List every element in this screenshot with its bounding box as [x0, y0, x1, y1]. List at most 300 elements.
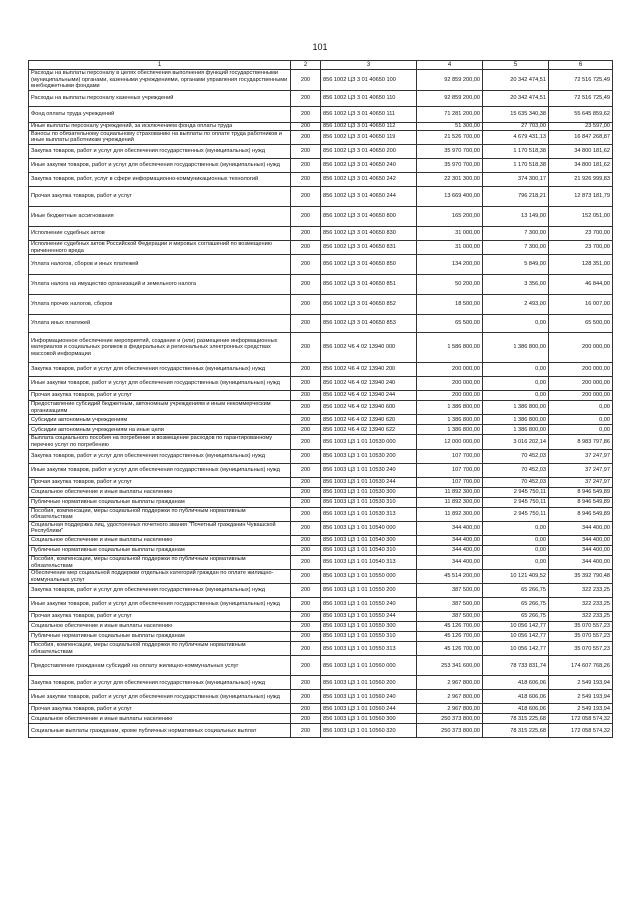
row-budget-code-cell: 856 1002 ЦЗ 3 01 40650 244 [321, 186, 417, 206]
row-line-code-cell: 200 [291, 206, 321, 226]
table-row [29, 425, 613, 435]
row-name-cell: Прочая закупка товаров, работ и услуг [29, 704, 291, 714]
row-executed-cell: 1 170 518,38 [483, 144, 549, 158]
row-budget-code-cell: 856 1003 Ц3 1 01 10560 300 [321, 714, 417, 724]
table-row [29, 656, 613, 676]
row-executed-cell: 0,00 [483, 521, 549, 535]
row-name-cell: Прочая закупка товаров, работ и услуг [29, 612, 291, 622]
row-approved-cell: 1 386 800,00 [417, 401, 483, 415]
row-budget-code-cell: 856 1002 ЦЗ 3 01 40650 112 [321, 122, 417, 130]
row-line-code-cell: 200 [291, 507, 321, 521]
row-unexecuted-cell: 128 351,00 [549, 255, 613, 275]
row-name-cell: Иные выплаты персоналу учреждений, за исключением фонда оплаты труда [29, 122, 291, 130]
row-unexecuted-cell: 200 000,00 [549, 377, 613, 391]
row-unexecuted-cell: 34 800 181,62 [549, 158, 613, 172]
table-row [29, 497, 613, 507]
row-executed-cell: 10 056 142,77 [483, 632, 549, 642]
row-line-code-cell: 200 [291, 275, 321, 295]
row-budget-code-cell: 856 1002 ЦЗ 3 01 40650 110 [321, 90, 417, 106]
row-approved-cell: 107 700,00 [417, 477, 483, 487]
row-unexecuted-cell: 8 983 797,86 [549, 435, 613, 449]
table-row [29, 545, 613, 555]
row-line-code-cell: 200 [291, 449, 321, 463]
row-approved-cell: 21 526 700,00 [417, 130, 483, 144]
row-budget-code-cell: 856 1003 Ц3 1 01 10530 310 [321, 497, 417, 507]
row-budget-code-cell: 856 1003 Ц3 1 01 10560 200 [321, 676, 417, 690]
row-budget-code-cell: 856 1002 ЦЗ 3 01 40650 853 [321, 315, 417, 333]
row-approved-cell: 200 000,00 [417, 377, 483, 391]
row-budget-code-cell: 856 1002 Ч6 4 02 13940 244 [321, 391, 417, 401]
row-name-cell: Исполнение судебных актов Российской Федерации и мировых соглашений по возмещению причиненного вреда [29, 240, 291, 254]
row-line-code-cell: 200 [291, 130, 321, 144]
row-line-code-cell: 200 [291, 425, 321, 435]
table-row [29, 507, 613, 521]
row-approved-cell: 11 892 300,00 [417, 507, 483, 521]
table-row [29, 275, 613, 295]
row-name-cell: Социальное обеспечение и иные выплаты населению [29, 487, 291, 497]
table-row [29, 158, 613, 172]
row-name-cell: Иные закупки товаров, работ и услуг для обеспечения государственных (муниципальных) нужд [29, 158, 291, 172]
row-unexecuted-cell: 37 247,97 [549, 463, 613, 477]
row-approved-cell: 31 000,00 [417, 226, 483, 240]
row-name-cell: Прочая закупка товаров, работ и услуг [29, 477, 291, 487]
row-line-code-cell: 200 [291, 632, 321, 642]
table-row [29, 295, 613, 315]
row-unexecuted-cell: 16 007,00 [549, 295, 613, 315]
row-executed-cell: 3 016 202,14 [483, 435, 549, 449]
row-approved-cell: 200 000,00 [417, 363, 483, 377]
row-line-code-cell: 200 [291, 415, 321, 425]
row-budget-code-cell: 856 1002 ЦЗ 3 01 40650 100 [321, 70, 417, 91]
row-approved-cell: 250 373 800,00 [417, 714, 483, 724]
row-line-code-cell: 200 [291, 521, 321, 535]
row-executed-cell: 20 342 474,51 [483, 70, 549, 91]
row-approved-cell: 2 967 800,00 [417, 690, 483, 704]
header-cell-budget-code: 3 [321, 61, 417, 70]
row-executed-cell: 418 606,06 [483, 704, 549, 714]
row-budget-code-cell: 856 1002 ЦЗ 3 01 40650 200 [321, 144, 417, 158]
row-name-cell: Уплата налогов, сборов и иных платежей [29, 255, 291, 275]
row-line-code-cell: 200 [291, 642, 321, 656]
table-row [29, 521, 613, 535]
row-executed-cell: 1 170 518,38 [483, 158, 549, 172]
row-executed-cell: 1 386 800,00 [483, 415, 549, 425]
row-name-cell: Предоставление субсидий бюджетным, автономным учреждениям и иным некоммерческим организациям [29, 401, 291, 415]
row-budget-code-cell: 856 1002 Ч6 4 02 13940 200 [321, 363, 417, 377]
row-line-code-cell: 200 [291, 90, 321, 106]
row-executed-cell: 13 149,00 [483, 206, 549, 226]
row-unexecuted-cell: 37 247,97 [549, 477, 613, 487]
row-name-cell: Публичные нормативные социальные выплаты гражданам [29, 497, 291, 507]
row-line-code-cell: 200 [291, 497, 321, 507]
row-budget-code-cell: 856 1003 Ц3 1 01 10540 310 [321, 545, 417, 555]
row-name-cell: Обеспечение мер социальной поддержки отдельных категорий граждан по оплате жилищно-коммунальных услуг [29, 570, 291, 584]
row-unexecuted-cell: 46 844,00 [549, 275, 613, 295]
row-approved-cell: 12 000 000,00 [417, 435, 483, 449]
row-unexecuted-cell: 344 400,00 [549, 521, 613, 535]
table-row [29, 106, 613, 122]
row-executed-cell: 65 266,75 [483, 598, 549, 612]
row-approved-cell: 71 281 200,00 [417, 106, 483, 122]
row-executed-cell: 418 606,06 [483, 676, 549, 690]
table-row [29, 401, 613, 415]
row-budget-code-cell: 856 1002 ЦЗ 3 01 40650 850 [321, 255, 417, 275]
row-approved-cell: 200 000,00 [417, 391, 483, 401]
row-executed-cell: 1 386 800,00 [483, 401, 549, 415]
table-row [29, 463, 613, 477]
table-row [29, 449, 613, 463]
row-approved-cell: 253 341 600,00 [417, 656, 483, 676]
row-executed-cell: 70 452,03 [483, 477, 549, 487]
row-name-cell: Субсидии автономным учреждениям [29, 415, 291, 425]
row-unexecuted-cell: 12 873 181,79 [549, 186, 613, 206]
row-approved-cell: 1 586 800,00 [417, 333, 483, 363]
row-budget-code-cell: 856 1002 Ч6 4 02 13940 600 [321, 401, 417, 415]
row-unexecuted-cell: 322 233,25 [549, 598, 613, 612]
row-unexecuted-cell: 35 392 790,48 [549, 570, 613, 584]
row-unexecuted-cell: 2 549 193,94 [549, 690, 613, 704]
row-name-cell: Социальная поддержка лиц, удостоенных почетного звания "Почетный гражданин Чувашской Республики" [29, 521, 291, 535]
row-name-cell: Закупка товаров, работ и услуг для обеспечения государственных (муниципальных) нужд [29, 363, 291, 377]
row-approved-cell: 387 500,00 [417, 612, 483, 622]
row-budget-code-cell: 856 1002 ЦЗ 3 01 40650 119 [321, 130, 417, 144]
table-row [29, 690, 613, 704]
row-budget-code-cell: 856 1003 Ц3 1 01 10560 320 [321, 724, 417, 738]
row-unexecuted-cell: 16 847 268,87 [549, 130, 613, 144]
row-executed-cell: 374 300,17 [483, 172, 549, 186]
row-line-code-cell: 200 [291, 295, 321, 315]
row-line-code-cell: 200 [291, 714, 321, 724]
row-name-cell: Расходы на выплаты персоналу казенных учреждений [29, 90, 291, 106]
row-approved-cell: 11 892 300,00 [417, 487, 483, 497]
row-approved-cell: 344 400,00 [417, 545, 483, 555]
row-name-cell: Социальное обеспечение и иные выплаты населению [29, 714, 291, 724]
row-unexecuted-cell: 8 946 549,89 [549, 497, 613, 507]
row-executed-cell: 0,00 [483, 315, 549, 333]
row-executed-cell: 2 945 750,11 [483, 507, 549, 521]
row-unexecuted-cell: 200 000,00 [549, 363, 613, 377]
table-row [29, 391, 613, 401]
row-executed-cell: 1 386 800,00 [483, 333, 549, 363]
row-unexecuted-cell: 8 946 549,89 [549, 487, 613, 497]
row-executed-cell: 418 606,06 [483, 690, 549, 704]
row-unexecuted-cell: 200 000,00 [549, 391, 613, 401]
row-executed-cell: 65 266,75 [483, 612, 549, 622]
row-budget-code-cell: 856 1002 ЦЗ 3 01 40650 852 [321, 295, 417, 315]
row-line-code-cell: 200 [291, 70, 321, 91]
row-executed-cell: 20 342 474,51 [483, 90, 549, 106]
row-approved-cell: 107 700,00 [417, 463, 483, 477]
table-row [29, 130, 613, 144]
row-approved-cell: 344 400,00 [417, 535, 483, 545]
row-budget-code-cell: 856 1003 Ц3 1 01 10530 300 [321, 487, 417, 497]
row-name-cell: Закупка товаров, работ, услуг в сфере информационно-коммуникационных технологий [29, 172, 291, 186]
row-budget-code-cell: 856 1002 ЦЗ 3 01 40650 831 [321, 240, 417, 254]
header-cell-unexecuted: 6 [549, 61, 613, 70]
row-approved-cell: 1 386 800,00 [417, 415, 483, 425]
table-row [29, 415, 613, 425]
row-name-cell: Пособия, компенсации, меры социальной поддержки по публичным нормативным обязательствам [29, 507, 291, 521]
row-name-cell: Закупка товаров, работ и услуг для обеспечения государственных (муниципальных) нужд [29, 676, 291, 690]
row-budget-code-cell: 856 1003 Ц3 1 01 10540 300 [321, 535, 417, 545]
row-unexecuted-cell: 55 645 859,62 [549, 106, 613, 122]
row-executed-cell: 0,00 [483, 363, 549, 377]
row-executed-cell: 10 056 142,77 [483, 622, 549, 632]
row-budget-code-cell: 856 1002 ЦЗ 3 01 40650 800 [321, 206, 417, 226]
row-budget-code-cell: 856 1003 Ц3 1 01 10550 240 [321, 598, 417, 612]
row-line-code-cell: 200 [291, 172, 321, 186]
row-approved-cell: 45 126 700,00 [417, 642, 483, 656]
row-line-code-cell: 200 [291, 584, 321, 598]
row-line-code-cell: 200 [291, 106, 321, 122]
row-approved-cell: 387 500,00 [417, 584, 483, 598]
row-unexecuted-cell: 23 597,00 [549, 122, 613, 130]
row-unexecuted-cell: 322 233,25 [549, 612, 613, 622]
row-unexecuted-cell: 21 926 999,83 [549, 172, 613, 186]
row-unexecuted-cell: 35 070 557,23 [549, 632, 613, 642]
row-executed-cell: 65 266,75 [483, 584, 549, 598]
row-approved-cell: 22 301 300,00 [417, 172, 483, 186]
row-line-code-cell: 200 [291, 555, 321, 569]
row-approved-cell: 45 126 700,00 [417, 622, 483, 632]
table-row [29, 377, 613, 391]
row-line-code-cell: 200 [291, 122, 321, 130]
table-row [29, 90, 613, 106]
row-line-code-cell: 200 [291, 656, 321, 676]
row-name-cell: Предоставление гражданам субсидий на оплату жилищно-коммунальных услуг [29, 656, 291, 676]
row-unexecuted-cell: 72 516 725,49 [549, 70, 613, 91]
row-name-cell: Субсидии автономным учреждениям на иные цели [29, 425, 291, 435]
row-executed-cell: 78 733 831,74 [483, 656, 549, 676]
row-name-cell: Пособия, компенсации, меры социальной поддержки по публичным нормативным обязательствам [29, 555, 291, 569]
row-name-cell: Иные закупки товаров, работ и услуг для обеспечения государственных (муниципальных) нужд [29, 377, 291, 391]
row-name-cell: Уплата иных платежей [29, 315, 291, 333]
header-cell-name: 1 [29, 61, 291, 70]
table-row [29, 535, 613, 545]
row-name-cell: Закупка товаров, работ и услуг для обеспечения государственных (муниципальных) нужд [29, 144, 291, 158]
row-line-code-cell: 200 [291, 598, 321, 612]
row-name-cell: Социальные выплаты гражданам, кроме публичных нормативных социальных выплат [29, 724, 291, 738]
header-cell-executed: 5 [483, 61, 549, 70]
table-row [29, 477, 613, 487]
row-line-code-cell: 200 [291, 463, 321, 477]
row-line-code-cell: 200 [291, 391, 321, 401]
row-line-code-cell: 200 [291, 690, 321, 704]
row-unexecuted-cell: 35 070 557,23 [549, 622, 613, 632]
table-row [29, 487, 613, 497]
row-unexecuted-cell: 172 058 574,32 [549, 724, 613, 738]
row-approved-cell: 31 000,00 [417, 240, 483, 254]
row-budget-code-cell: 856 1003 Ц3 1 01 10550 313 [321, 642, 417, 656]
row-approved-cell: 1 386 800,00 [417, 425, 483, 435]
table-row [29, 714, 613, 724]
table-row [29, 435, 613, 449]
row-name-cell: Выплата социального пособия на погребение и возмещение расходов по гарантированному перечню услуг по погребению [29, 435, 291, 449]
row-unexecuted-cell: 174 607 768,26 [549, 656, 613, 676]
row-approved-cell: 2 967 800,00 [417, 676, 483, 690]
row-name-cell: Уплата налога на имущество организаций и земельного налога [29, 275, 291, 295]
table-row [29, 676, 613, 690]
row-approved-cell: 387 500,00 [417, 598, 483, 612]
row-executed-cell: 7 300,00 [483, 240, 549, 254]
row-budget-code-cell: 856 1003 Ц3 1 01 10530 244 [321, 477, 417, 487]
row-budget-code-cell: 856 1003 Ц3 1 01 10550 000 [321, 570, 417, 584]
row-line-code-cell: 200 [291, 240, 321, 254]
row-name-cell: Закупка товаров, работ и услуг для обеспечения государственных (муниципальных) нужд [29, 584, 291, 598]
table-row [29, 240, 613, 254]
row-executed-cell: 0,00 [483, 377, 549, 391]
row-executed-cell: 796 218,21 [483, 186, 549, 206]
row-budget-code-cell: 856 1002 ЦЗ 3 01 40650 851 [321, 275, 417, 295]
row-approved-cell: 107 700,00 [417, 449, 483, 463]
row-executed-cell: 70 452,03 [483, 449, 549, 463]
table-row [29, 598, 613, 612]
row-executed-cell: 2 945 750,11 [483, 497, 549, 507]
row-executed-cell: 0,00 [483, 555, 549, 569]
row-executed-cell: 15 635 340,38 [483, 106, 549, 122]
row-unexecuted-cell: 344 400,00 [549, 545, 613, 555]
row-approved-cell: 11 892 300,00 [417, 497, 483, 507]
header-cell-approved: 4 [417, 61, 483, 70]
table-row [29, 70, 613, 91]
row-approved-cell: 51 300,00 [417, 122, 483, 130]
row-unexecuted-cell: 0,00 [549, 401, 613, 415]
row-unexecuted-cell: 2 549 193,94 [549, 676, 613, 690]
row-line-code-cell: 200 [291, 144, 321, 158]
table-row [29, 632, 613, 642]
row-unexecuted-cell: 23 700,00 [549, 240, 613, 254]
row-executed-cell: 10 121 409,52 [483, 570, 549, 584]
row-name-cell: Иные бюджетные ассигнования [29, 206, 291, 226]
row-budget-code-cell: 856 1003 Ц3 1 01 10530 000 [321, 435, 417, 449]
page-number: 101 [312, 42, 328, 52]
row-budget-code-cell: 856 1003 Ц3 1 01 10540 313 [321, 555, 417, 569]
row-budget-code-cell: 856 1003 Ц3 1 01 10540 000 [321, 521, 417, 535]
row-line-code-cell: 200 [291, 487, 321, 497]
table-row [29, 172, 613, 186]
row-name-cell: Расходы на выплаты персоналу в целях обеспечения выполнения функций государственными (муниципальными) органами, казенными учреждениями, органами управления государственными внебюджетными фондами [29, 70, 291, 91]
row-line-code-cell: 200 [291, 435, 321, 449]
row-name-cell: Пособия, компенсации, меры социальной поддержки по публичным нормативным обязательствам [29, 642, 291, 656]
row-unexecuted-cell: 322 233,25 [549, 584, 613, 598]
row-approved-cell: 165 200,00 [417, 206, 483, 226]
table-row [29, 642, 613, 656]
row-name-cell: Прочая закупка товаров, работ и услуг [29, 391, 291, 401]
row-line-code-cell: 200 [291, 622, 321, 632]
row-line-code-cell: 200 [291, 333, 321, 363]
row-line-code-cell: 200 [291, 545, 321, 555]
row-executed-cell: 2 945 750,11 [483, 487, 549, 497]
table-row [29, 186, 613, 206]
row-line-code-cell: 200 [291, 363, 321, 377]
row-unexecuted-cell: 8 946 549,89 [549, 507, 613, 521]
table-row [29, 255, 613, 275]
row-budget-code-cell: 856 1003 Ц3 1 01 10530 240 [321, 463, 417, 477]
row-budget-code-cell: 856 1002 ЦЗ 3 01 40650 242 [321, 172, 417, 186]
row-budget-code-cell: 856 1003 Ц3 1 01 10560 000 [321, 656, 417, 676]
row-line-code-cell: 200 [291, 612, 321, 622]
row-name-cell: Публичные нормативные социальные выплаты гражданам [29, 545, 291, 555]
row-approved-cell: 250 373 800,00 [417, 724, 483, 738]
row-unexecuted-cell: 2 549 193,94 [549, 704, 613, 714]
row-name-cell: Информационное обеспечение мероприятий, создание и (или) размещение информационных материалов и социальных роликов в федеральных и региональных электронных средствах массовой информации [29, 333, 291, 363]
row-executed-cell: 10 056 142,77 [483, 642, 549, 656]
row-name-cell: Иные закупки товаров, работ и услуг для обеспечения государственных (муниципальных) нужд [29, 598, 291, 612]
row-name-cell: Социальное обеспечение и иные выплаты населению [29, 622, 291, 632]
row-executed-cell: 78 315 225,68 [483, 714, 549, 724]
row-unexecuted-cell: 23 700,00 [549, 226, 613, 240]
row-unexecuted-cell: 0,00 [549, 425, 613, 435]
row-approved-cell: 92 859 200,00 [417, 90, 483, 106]
row-unexecuted-cell: 72 516 725,49 [549, 90, 613, 106]
row-budget-code-cell: 856 1003 Ц3 1 01 10550 310 [321, 632, 417, 642]
row-approved-cell: 344 400,00 [417, 521, 483, 535]
table-row [29, 570, 613, 584]
row-unexecuted-cell: 152 051,00 [549, 206, 613, 226]
row-unexecuted-cell: 344 400,00 [549, 535, 613, 545]
row-budget-code-cell: 856 1003 Ц3 1 01 10560 244 [321, 704, 417, 714]
row-name-cell: Прочая закупка товаров, работ и услуг [29, 186, 291, 206]
row-executed-cell: 4 679 431,13 [483, 130, 549, 144]
row-line-code-cell: 200 [291, 158, 321, 172]
row-unexecuted-cell: 37 247,97 [549, 449, 613, 463]
row-executed-cell: 7 300,00 [483, 226, 549, 240]
row-name-cell: Взносы по обязательному социальному страхованию на выплаты по оплате труда работников и иные выплаты работникам учреждений [29, 130, 291, 144]
row-approved-cell: 92 859 200,00 [417, 70, 483, 91]
table-row [29, 612, 613, 622]
table-row [29, 315, 613, 333]
row-approved-cell: 65 500,00 [417, 315, 483, 333]
row-approved-cell: 2 967 800,00 [417, 704, 483, 714]
row-line-code-cell: 200 [291, 255, 321, 275]
row-unexecuted-cell: 34 800 181,62 [549, 144, 613, 158]
row-line-code-cell: 200 [291, 226, 321, 240]
row-approved-cell: 134 200,00 [417, 255, 483, 275]
row-name-cell: Исполнение судебных актов [29, 226, 291, 240]
row-budget-code-cell: 856 1003 Ц3 1 01 10530 200 [321, 449, 417, 463]
row-budget-code-cell: 856 1002 Ч6 4 02 13940 000 [321, 333, 417, 363]
row-line-code-cell: 200 [291, 315, 321, 333]
row-budget-code-cell: 856 1003 Ц3 1 01 10550 244 [321, 612, 417, 622]
row-line-code-cell: 200 [291, 377, 321, 391]
row-line-code-cell: 200 [291, 724, 321, 738]
row-executed-cell: 0,00 [483, 545, 549, 555]
table-row [29, 724, 613, 738]
row-executed-cell: 78 315 225,68 [483, 724, 549, 738]
row-approved-cell: 344 400,00 [417, 555, 483, 569]
row-budget-code-cell: 856 1003 Ц3 1 01 10550 200 [321, 584, 417, 598]
row-approved-cell: 35 970 700,00 [417, 158, 483, 172]
row-budget-code-cell: 856 1002 ЦЗ 3 01 40650 240 [321, 158, 417, 172]
header-cell-line-code: 2 [291, 61, 321, 70]
row-line-code-cell: 200 [291, 535, 321, 545]
row-executed-cell: 5 849,00 [483, 255, 549, 275]
row-executed-cell: 1 386 800,00 [483, 425, 549, 435]
row-line-code-cell: 200 [291, 676, 321, 690]
row-name-cell: Иные закупки товаров, работ и услуг для обеспечения государственных (муниципальных) нужд [29, 690, 291, 704]
row-name-cell: Публичные нормативные социальные выплаты гражданам [29, 632, 291, 642]
row-unexecuted-cell: 172 058 574,32 [549, 714, 613, 724]
table-row [29, 584, 613, 598]
row-budget-code-cell: 856 1002 ЦЗ 3 01 40650 111 [321, 106, 417, 122]
row-unexecuted-cell: 65 500,00 [549, 315, 613, 333]
row-approved-cell: 35 970 700,00 [417, 144, 483, 158]
row-executed-cell: 3 356,00 [483, 275, 549, 295]
row-unexecuted-cell: 35 070 557,23 [549, 642, 613, 656]
row-name-cell: Социальное обеспечение и иные выплаты населению [29, 535, 291, 545]
row-unexecuted-cell: 344 400,00 [549, 555, 613, 569]
row-budget-code-cell: 856 1002 Ч6 4 02 13940 620 [321, 415, 417, 425]
